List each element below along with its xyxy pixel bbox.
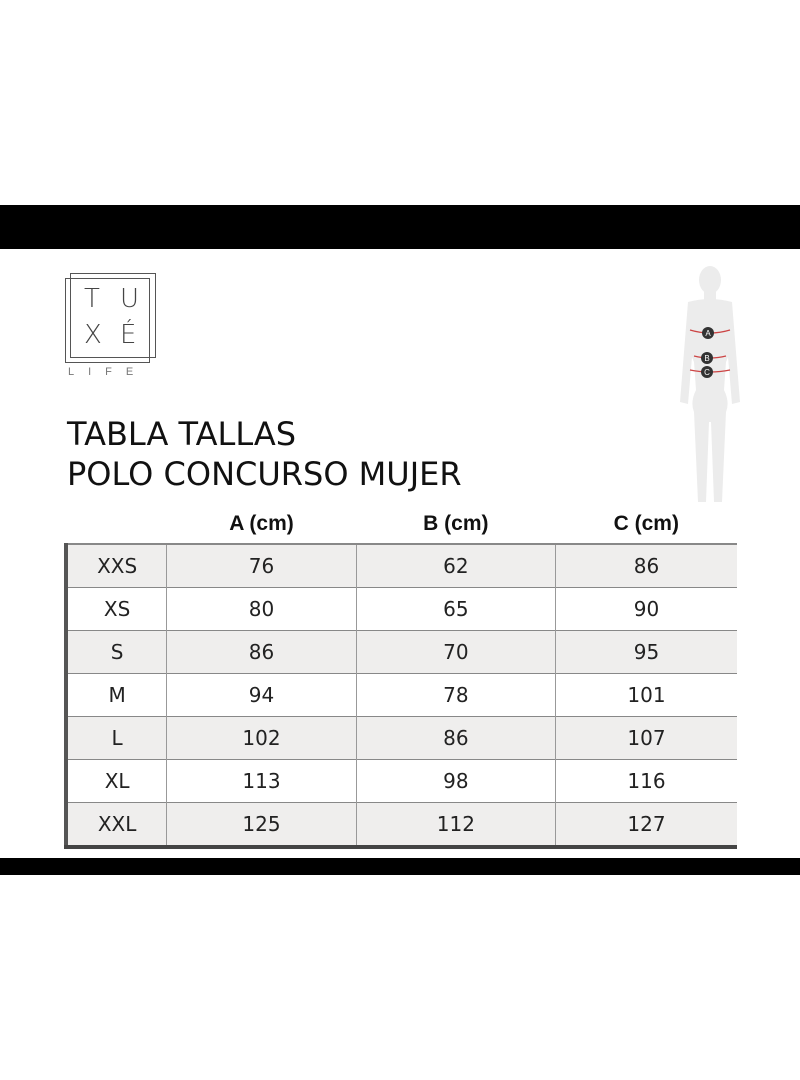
measurement-cell: 116 (556, 760, 737, 803)
measurement-cell: 95 (556, 631, 737, 674)
measurement-cell: 62 (356, 544, 555, 588)
measurement-cell: 78 (356, 674, 555, 717)
body-measurement-figure (660, 262, 760, 510)
tuxe-life-logo (64, 268, 164, 383)
logo-letter: T (84, 284, 100, 314)
svg-text:A: A (705, 329, 711, 338)
measurement-cell: 94 (167, 674, 356, 717)
measurement-cell: 125 (167, 803, 356, 848)
measurement-cell: 65 (356, 588, 555, 631)
table-row (66, 544, 737, 588)
size-cell: XL (66, 760, 167, 803)
header-size (66, 505, 167, 544)
header-b: B (cm) (423, 512, 489, 535)
title-line-2: POLO CONCURSO MUJER (67, 455, 462, 493)
table-header-row (66, 505, 737, 544)
table-row (66, 588, 737, 631)
logo-letter: U (120, 284, 140, 314)
size-cell: S (66, 631, 167, 674)
marker-a (702, 327, 714, 339)
title-line-1: TABLA TALLAS (67, 415, 297, 453)
svg-text:B: B (704, 354, 710, 363)
measurement-cell: 86 (356, 717, 555, 760)
measurement-cell: 86 (167, 631, 356, 674)
size-cell: XS (66, 588, 167, 631)
size-cell: XXL (66, 803, 167, 848)
header-c: C (cm) (613, 512, 679, 535)
marker-c (701, 366, 713, 378)
measurement-cell: 102 (167, 717, 356, 760)
logo-letter: É (120, 320, 137, 350)
logo-letter: X (84, 320, 102, 350)
measurement-cell: 113 (167, 760, 356, 803)
measurement-cell: 127 (556, 803, 737, 848)
size-table (64, 505, 737, 849)
measurement-cell: 101 (556, 674, 737, 717)
bottom-black-band (0, 858, 800, 875)
measurement-cell: 76 (167, 544, 356, 588)
table-row (66, 760, 737, 803)
logo-tagline: LIFE (68, 366, 148, 378)
table-row (66, 803, 737, 848)
measurement-cell: 90 (556, 588, 737, 631)
svg-text:C: C (704, 368, 710, 377)
page-title (67, 414, 462, 494)
table-row (66, 674, 737, 717)
measurement-cell: 107 (556, 717, 737, 760)
measurement-cell: 70 (356, 631, 555, 674)
measurement-cell: 98 (356, 760, 555, 803)
table-row (66, 631, 737, 674)
size-cell: L (66, 717, 167, 760)
measurement-cell: 80 (167, 588, 356, 631)
marker-b (701, 352, 713, 364)
header-a: A (cm) (229, 512, 294, 535)
table-row (66, 717, 737, 760)
measurement-cell: 112 (356, 803, 555, 848)
measurement-cell: 86 (556, 544, 737, 588)
size-cell: M (66, 674, 167, 717)
top-black-band (0, 205, 800, 249)
size-cell: XXS (66, 544, 167, 588)
